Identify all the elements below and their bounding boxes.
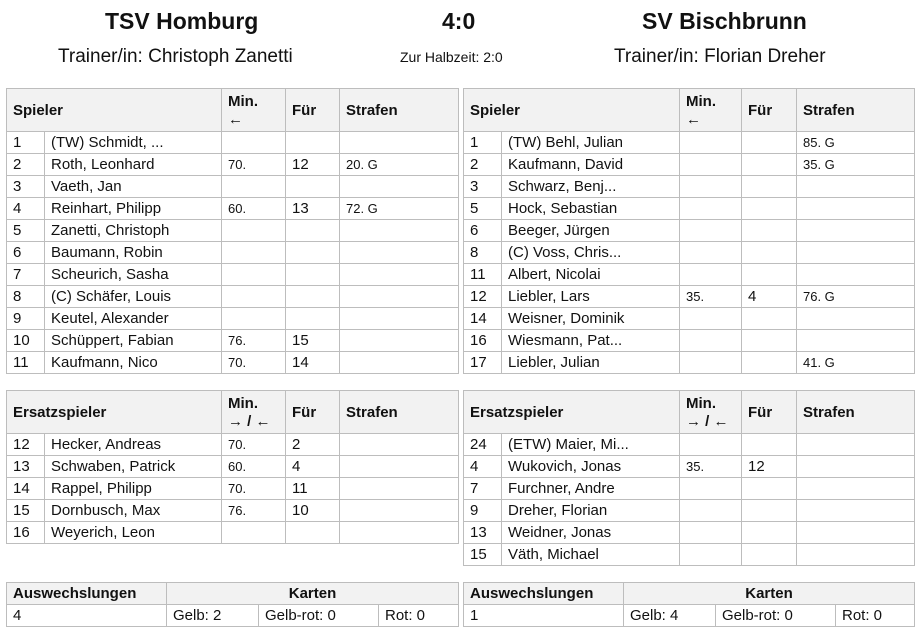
substitution-minute: 76. <box>222 330 286 352</box>
player-number: 7 <box>464 478 502 500</box>
player-name: Hock, Sebastian <box>502 198 680 220</box>
substitution-for-number <box>742 176 797 198</box>
player-row <box>7 176 459 198</box>
column-header-strafen: Strafen <box>340 89 459 132</box>
substitution-minute <box>680 198 742 220</box>
player-row <box>464 544 915 566</box>
substitution-minute: 35. <box>680 286 742 308</box>
player-number: 10 <box>7 330 45 352</box>
column-header-ersatzspieler: Ersatzspieler <box>464 391 680 434</box>
table-header-row <box>7 391 459 434</box>
substitution-minute <box>680 522 742 544</box>
player-number: 15 <box>7 500 45 522</box>
away-trainer: Trainer/in: Florian Dreher <box>614 46 826 67</box>
player-number: 7 <box>7 264 45 286</box>
substitution-for-number <box>286 264 340 286</box>
player-name: Kaufmann, David <box>502 154 680 176</box>
player-name: Dreher, Florian <box>502 500 680 522</box>
player-number: 8 <box>464 242 502 264</box>
player-name: Väth, Michael <box>502 544 680 566</box>
summary-values-row <box>464 605 915 627</box>
player-row <box>7 522 459 544</box>
substitution-for-number: 13 <box>286 198 340 220</box>
substitution-for-number <box>286 242 340 264</box>
penalties: 72. G <box>340 198 459 220</box>
player-name: Wiesmann, Pat... <box>502 330 680 352</box>
column-header-fuer: Für <box>286 89 340 132</box>
column-header-minute <box>680 89 742 132</box>
substitution-in-out-icon: → / ← <box>686 413 729 430</box>
match-score: 4:0 <box>442 8 476 34</box>
penalties <box>340 264 459 286</box>
player-row <box>464 220 915 242</box>
player-row <box>7 264 459 286</box>
penalties <box>797 220 915 242</box>
player-row <box>7 330 459 352</box>
substitution-for-number: 15 <box>286 330 340 352</box>
player-name: Beeger, Jürgen <box>502 220 680 242</box>
player-number: 15 <box>464 544 502 566</box>
substitution-for-number <box>742 154 797 176</box>
player-name: Schüppert, Fabian <box>45 330 222 352</box>
substitution-minute: 70. <box>222 352 286 374</box>
substitution-for-number <box>742 242 797 264</box>
player-name: (C) Voss, Chris... <box>502 242 680 264</box>
column-header-fuer: Für <box>742 89 797 132</box>
substitution-for-number <box>742 308 797 330</box>
player-number: 6 <box>464 220 502 242</box>
player-number: 9 <box>464 500 502 522</box>
penalties <box>340 522 459 544</box>
player-name: Liebler, Lars <box>502 286 680 308</box>
substitution-minute <box>680 154 742 176</box>
yellow-red-cards: Gelb-rot: 0 <box>716 605 836 627</box>
substitution-out-icon: ← <box>228 111 243 128</box>
player-row <box>464 264 915 286</box>
player-row <box>464 478 915 500</box>
player-name: Albert, Nicolai <box>502 264 680 286</box>
halftime-score: Zur Halbzeit: 2:0 <box>400 49 503 65</box>
away-substitutes-table <box>463 390 915 566</box>
player-name: Weisner, Dominik <box>502 308 680 330</box>
penalties <box>797 478 915 500</box>
substitution-minute: 60. <box>222 456 286 478</box>
player-number: 1 <box>464 132 502 154</box>
penalties <box>797 330 915 352</box>
table-header-row <box>464 391 915 434</box>
penalties <box>797 456 915 478</box>
player-number: 12 <box>7 434 45 456</box>
substitution-for-number <box>742 544 797 566</box>
substitutions-count: 4 <box>7 605 167 627</box>
player-number: 13 <box>7 456 45 478</box>
player-row <box>7 308 459 330</box>
substitution-minute <box>222 286 286 308</box>
player-name: (TW) Schmidt, ... <box>45 132 222 154</box>
player-name: Baumann, Robin <box>45 242 222 264</box>
cards-label: Karten <box>624 583 915 605</box>
player-name: Weidner, Jonas <box>502 522 680 544</box>
player-number: 9 <box>7 308 45 330</box>
player-row <box>7 242 459 264</box>
penalties <box>340 434 459 456</box>
player-number: 6 <box>7 242 45 264</box>
red-cards: Rot: 0 <box>836 605 915 627</box>
substitution-minute <box>222 264 286 286</box>
summary-header-row <box>7 583 459 605</box>
player-number: 12 <box>464 286 502 308</box>
red-cards: Rot: 0 <box>379 605 459 627</box>
penalties: 35. G <box>797 154 915 176</box>
substitution-minute <box>680 544 742 566</box>
penalties: 76. G <box>797 286 915 308</box>
substitution-minute <box>680 330 742 352</box>
player-number: 17 <box>464 352 502 374</box>
minute-label: Min. <box>686 395 717 412</box>
substitution-for-number <box>742 352 797 374</box>
summary-values-row <box>7 605 459 627</box>
substitution-minute <box>680 176 742 198</box>
player-row <box>7 154 459 176</box>
player-name: Vaeth, Jan <box>45 176 222 198</box>
substitution-minute <box>680 434 742 456</box>
player-row <box>464 176 915 198</box>
substitutions-label: Auswechslungen <box>464 583 624 605</box>
substitution-for-number <box>742 330 797 352</box>
minute-label: Min. <box>686 93 716 110</box>
substitution-minute <box>680 264 742 286</box>
substitution-for-number <box>742 264 797 286</box>
away-team-name: SV Bischbrunn <box>642 8 807 34</box>
player-row <box>7 352 459 374</box>
substitution-for-number: 10 <box>286 500 340 522</box>
player-name: Reinhart, Philipp <box>45 198 222 220</box>
penalties <box>797 176 915 198</box>
player-number: 11 <box>7 352 45 374</box>
substitution-minute <box>680 242 742 264</box>
player-number: 14 <box>7 478 45 500</box>
player-row <box>464 242 915 264</box>
player-number: 5 <box>464 198 502 220</box>
player-name: Rappel, Philipp <box>45 478 222 500</box>
player-name: Kaufmann, Nico <box>45 352 222 374</box>
home-summary-table <box>6 582 459 627</box>
player-row <box>464 198 915 220</box>
column-header-minute <box>222 89 286 132</box>
substitution-minute <box>222 176 286 198</box>
player-name: (ETW) Maier, Mi... <box>502 434 680 456</box>
player-row <box>464 522 915 544</box>
player-number: 11 <box>464 264 502 286</box>
player-name: Schwarz, Benj... <box>502 176 680 198</box>
substitution-minute <box>222 308 286 330</box>
column-header-minute <box>222 391 286 434</box>
substitution-for-number: 12 <box>286 154 340 176</box>
player-row <box>464 308 915 330</box>
player-name: Furchner, Andre <box>502 478 680 500</box>
table-header-row <box>7 89 459 132</box>
home-substitutes-table <box>6 390 459 544</box>
penalties <box>340 500 459 522</box>
penalties <box>797 264 915 286</box>
penalties <box>340 242 459 264</box>
substitution-minute: 70. <box>222 154 286 176</box>
penalties: 85. G <box>797 132 915 154</box>
column-header-strafen: Strafen <box>797 391 915 434</box>
column-header-strafen: Strafen <box>340 391 459 434</box>
player-name: Dornbusch, Max <box>45 500 222 522</box>
player-row <box>7 434 459 456</box>
penalties <box>340 132 459 154</box>
player-name: Roth, Leonhard <box>45 154 222 176</box>
penalties <box>340 220 459 242</box>
penalties <box>340 176 459 198</box>
home-players-table <box>6 88 459 374</box>
column-header-strafen: Strafen <box>797 89 915 132</box>
player-row <box>464 500 915 522</box>
substitution-minute: 70. <box>222 434 286 456</box>
substitution-for-number <box>286 286 340 308</box>
player-row <box>7 478 459 500</box>
substitution-for-number: 14 <box>286 352 340 374</box>
substitution-minute <box>680 220 742 242</box>
player-number: 8 <box>7 286 45 308</box>
penalties <box>340 330 459 352</box>
away-players-table <box>463 88 915 374</box>
substitution-minute <box>222 242 286 264</box>
substitution-minute <box>680 352 742 374</box>
away-summary-table <box>463 582 915 627</box>
player-number: 4 <box>7 198 45 220</box>
yellow-cards: Gelb: 4 <box>624 605 716 627</box>
yellow-cards: Gelb: 2 <box>167 605 259 627</box>
substitution-for-number <box>286 132 340 154</box>
yellow-red-cards: Gelb-rot: 0 <box>259 605 379 627</box>
substitution-for-number: 4 <box>742 286 797 308</box>
substitution-minute <box>222 522 286 544</box>
penalties <box>340 478 459 500</box>
penalties <box>797 308 915 330</box>
substitution-for-number <box>742 132 797 154</box>
player-row <box>464 330 915 352</box>
cards-label: Karten <box>167 583 459 605</box>
player-row <box>464 456 915 478</box>
home-team-name: TSV Homburg <box>105 8 259 34</box>
penalties <box>797 434 915 456</box>
player-number: 2 <box>7 154 45 176</box>
summary-header-row <box>464 583 915 605</box>
substitution-minute <box>680 478 742 500</box>
player-row <box>7 132 459 154</box>
substitution-for-number: 11 <box>286 478 340 500</box>
column-header-spieler: Spieler <box>7 89 222 132</box>
penalties <box>797 544 915 566</box>
player-row <box>464 352 915 374</box>
penalties <box>797 522 915 544</box>
substitution-for-number <box>742 500 797 522</box>
substitution-for-number <box>742 198 797 220</box>
substitutions-label: Auswechslungen <box>7 583 167 605</box>
player-row <box>7 220 459 242</box>
substitution-minute <box>680 500 742 522</box>
player-name: Hecker, Andreas <box>45 434 222 456</box>
player-number: 3 <box>464 176 502 198</box>
column-header-minute <box>680 391 742 434</box>
player-number: 14 <box>464 308 502 330</box>
player-row <box>464 132 915 154</box>
player-row <box>7 198 459 220</box>
penalties <box>340 352 459 374</box>
column-header-spieler: Spieler <box>464 89 680 132</box>
substitution-for-number: 12 <box>742 456 797 478</box>
substitution-for-number <box>742 434 797 456</box>
substitution-in-out-icon: → / ← <box>228 413 271 430</box>
penalties <box>340 286 459 308</box>
substitution-minute: 35. <box>680 456 742 478</box>
substitution-for-number <box>742 522 797 544</box>
penalties: 20. G <box>340 154 459 176</box>
table-header-row <box>464 89 915 132</box>
penalties: 41. G <box>797 352 915 374</box>
home-trainer: Trainer/in: Christoph Zanetti <box>58 46 293 67</box>
player-name: Wukovich, Jonas <box>502 456 680 478</box>
player-row <box>7 456 459 478</box>
substitution-minute <box>222 132 286 154</box>
substitutions-count: 1 <box>464 605 624 627</box>
column-header-ersatzspieler: Ersatzspieler <box>7 391 222 434</box>
player-number: 24 <box>464 434 502 456</box>
player-number: 13 <box>464 522 502 544</box>
column-header-fuer: Für <box>742 391 797 434</box>
penalties <box>340 456 459 478</box>
player-row <box>464 286 915 308</box>
substitution-minute <box>680 132 742 154</box>
player-number: 2 <box>464 154 502 176</box>
penalties <box>797 198 915 220</box>
player-row <box>464 434 915 456</box>
player-name: Scheurich, Sasha <box>45 264 222 286</box>
penalties <box>797 242 915 264</box>
player-number: 1 <box>7 132 45 154</box>
player-name: Schwaben, Patrick <box>45 456 222 478</box>
player-name: Liebler, Julian <box>502 352 680 374</box>
column-header-fuer: Für <box>286 391 340 434</box>
substitution-out-icon: ← <box>686 111 701 128</box>
player-name: Weyerich, Leon <box>45 522 222 544</box>
player-number: 16 <box>7 522 45 544</box>
player-row <box>464 154 915 176</box>
substitution-for-number <box>742 220 797 242</box>
substitution-minute <box>222 220 286 242</box>
player-number: 4 <box>464 456 502 478</box>
substitution-for-number <box>286 522 340 544</box>
substitution-for-number <box>742 478 797 500</box>
player-name: (TW) Behl, Julian <box>502 132 680 154</box>
penalties <box>340 308 459 330</box>
substitution-minute: 76. <box>222 500 286 522</box>
player-number: 3 <box>7 176 45 198</box>
player-number: 5 <box>7 220 45 242</box>
substitution-for-number: 2 <box>286 434 340 456</box>
minute-label: Min. <box>228 93 258 110</box>
minute-label: Min. <box>228 395 259 412</box>
substitution-for-number: 4 <box>286 456 340 478</box>
substitution-minute: 60. <box>222 198 286 220</box>
player-name: (C) Schäfer, Louis <box>45 286 222 308</box>
substitution-minute <box>680 308 742 330</box>
substitution-for-number <box>286 220 340 242</box>
substitution-for-number <box>286 176 340 198</box>
player-name: Zanetti, Christoph <box>45 220 222 242</box>
player-number: 16 <box>464 330 502 352</box>
player-row <box>7 286 459 308</box>
penalties <box>797 500 915 522</box>
player-name: Keutel, Alexander <box>45 308 222 330</box>
substitution-minute: 70. <box>222 478 286 500</box>
substitution-for-number <box>286 308 340 330</box>
player-row <box>7 500 459 522</box>
